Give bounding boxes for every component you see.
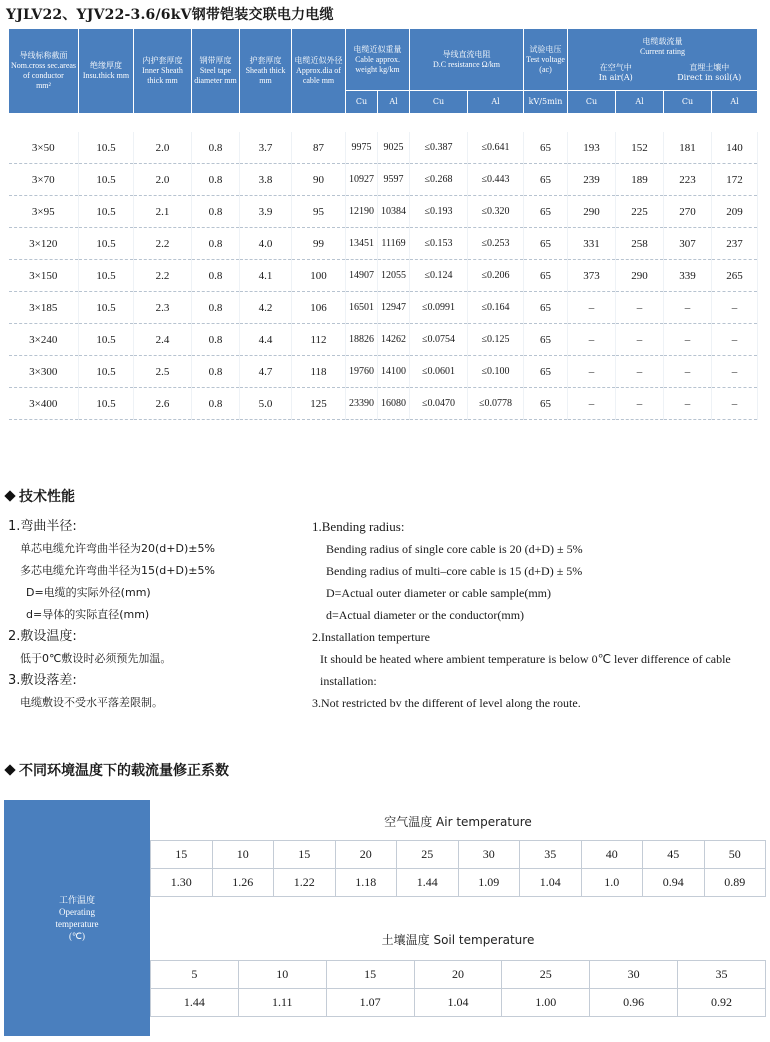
- grid-cell: 1.11: [238, 989, 326, 1017]
- grid-cell: 1.04: [520, 869, 582, 897]
- table-cell: 307: [664, 228, 712, 260]
- table-cell: 339: [664, 260, 712, 292]
- header-al: Al: [378, 91, 410, 114]
- table-cell: ≤0.100: [468, 356, 524, 388]
- table-cell: 12947: [378, 292, 410, 324]
- table-cell: 3.7: [240, 132, 292, 164]
- table-row: [9, 228, 758, 260]
- table-cell: 10.5: [79, 324, 134, 356]
- table-cell: 140: [712, 132, 758, 164]
- table-cell: 65: [524, 324, 568, 356]
- tech-cn-line: 低于0℃敷设时必须预先加温。: [20, 652, 172, 665]
- table-cell: 10927: [346, 164, 378, 196]
- table-cell: –: [712, 388, 758, 420]
- table-cell: 3×185: [9, 292, 79, 324]
- grid-cell: 30: [590, 961, 678, 989]
- table-cell: 16501: [346, 292, 378, 324]
- header-cu: Cu: [410, 91, 468, 114]
- table-cell: ≤0.153: [410, 228, 468, 260]
- table-cell: 10.5: [79, 164, 134, 196]
- header-dc-resistance: 导线直流电阻 D.C resistance Ω/km: [410, 29, 524, 91]
- air-factors-row: [151, 869, 766, 897]
- grid-cell: 15: [326, 961, 414, 989]
- table-cell: 10.5: [79, 292, 134, 324]
- table-cell: 3×300: [9, 356, 79, 388]
- header-insulation: 绝缘厚度 Insu.thick mm: [79, 29, 134, 114]
- table-cell: 3.9: [240, 196, 292, 228]
- grid-cell: 1.09: [458, 869, 520, 897]
- table-cell: 87: [292, 132, 346, 164]
- grid-cell: 35: [678, 961, 766, 989]
- soil-factors-row: [151, 989, 766, 1017]
- tech-cn-line: 单芯电缆允许弯曲半径为20(d+D)±5%: [20, 542, 215, 555]
- soil-temps-row: [151, 961, 766, 989]
- table-cell: 193: [568, 132, 616, 164]
- table-cell: –: [616, 356, 664, 388]
- air-temperature-label: 空气温度 Air temperature: [384, 814, 532, 829]
- grid-cell: 5: [151, 961, 239, 989]
- header-test-voltage: 试验电压 Test voltage (ac): [524, 29, 568, 91]
- table-cell: 2.2: [134, 260, 192, 292]
- table-cell: 65: [524, 292, 568, 324]
- table-cell: –: [664, 324, 712, 356]
- header-in-soil: 直埋土壤中 Direct in soil(A): [677, 62, 742, 82]
- table-cell: 10.5: [79, 132, 134, 164]
- table-cell: 14100: [378, 356, 410, 388]
- table-cell: ≤0.0470: [410, 388, 468, 420]
- grid-cell: 1.07: [326, 989, 414, 1017]
- grid-cell: 1.22: [274, 869, 336, 897]
- header-in-air: 在空气中 In air(A): [598, 62, 633, 82]
- table-cell: 3×70: [9, 164, 79, 196]
- table-cell: 2.1: [134, 196, 192, 228]
- table-cell: 0.8: [192, 228, 240, 260]
- table-cell: 5.0: [240, 388, 292, 420]
- table-cell: 10.5: [79, 388, 134, 420]
- header-al: Al: [712, 91, 758, 114]
- table-row: [9, 292, 758, 324]
- header-inner-sheath: 内护套厚度 Inner Sheath thick mm: [134, 29, 192, 114]
- tech-text-en: [312, 516, 762, 714]
- table-cell: ≤0.0601: [410, 356, 468, 388]
- table-cell: 65: [524, 356, 568, 388]
- table-row: [9, 132, 758, 164]
- table-cell: –: [712, 292, 758, 324]
- table-cell: 4.4: [240, 324, 292, 356]
- table-cell: 13451: [346, 228, 378, 260]
- table-cell: ≤0.164: [468, 292, 524, 324]
- table-row: [9, 324, 758, 356]
- grid-cell: 30: [458, 841, 520, 869]
- tech-en-line: D=Actual outer diameter or cable sample(mm): [326, 586, 552, 600]
- air-temps-row: [151, 841, 766, 869]
- table-cell: 152: [616, 132, 664, 164]
- table-cell: 0.8: [192, 132, 240, 164]
- table-cell: 270: [664, 196, 712, 228]
- table-cell: 4.1: [240, 260, 292, 292]
- table-cell: 23390: [346, 388, 378, 420]
- grid-cell: 0.89: [704, 869, 766, 897]
- grid-cell: 1.04: [414, 989, 502, 1017]
- table-row: [9, 164, 758, 196]
- table-cell: –: [712, 356, 758, 388]
- table-cell: 19760: [346, 356, 378, 388]
- table-cell: 331: [568, 228, 616, 260]
- table-cell: 95: [292, 196, 346, 228]
- header-weight: 电缆近似重量 Cable approx. weight kg/km: [346, 29, 410, 91]
- table-cell: ≤0.124: [410, 260, 468, 292]
- table-cell: ≤0.641: [468, 132, 524, 164]
- grid-cell: 40: [581, 841, 643, 869]
- table-cell: 10384: [378, 196, 410, 228]
- table-cell: –: [568, 388, 616, 420]
- tech-en-line: It should be heated where ambient temperature is below 0℃ lever difference of cable installation:: [320, 652, 731, 688]
- table-cell: –: [616, 292, 664, 324]
- table-cell: ≤0.125: [468, 324, 524, 356]
- header-al: Al: [616, 91, 664, 114]
- side-label-line: Operating: [59, 907, 95, 917]
- tech-en-line: Bending radius of multi–core cable is 15 (d+D) ± 5%: [326, 564, 583, 578]
- table-cell: 373: [568, 260, 616, 292]
- table-cell: 14907: [346, 260, 378, 292]
- table-cell: –: [664, 292, 712, 324]
- table-cell: ≤0.0754: [410, 324, 468, 356]
- grid-cell: 25: [502, 961, 590, 989]
- table-cell: 12055: [378, 260, 410, 292]
- table-cell: 181: [664, 132, 712, 164]
- table-cell: ≤0.193: [410, 196, 468, 228]
- tech-heading: 技术性能: [4, 486, 75, 506]
- side-label-line: 工作温度: [58, 895, 95, 905]
- table-cell: 125: [292, 388, 346, 420]
- table-cell: ≤0.443: [468, 164, 524, 196]
- table-cell: 65: [524, 196, 568, 228]
- side-label-line: (℃): [68, 931, 86, 941]
- tech-en-line: 2.Installation temperture: [312, 630, 430, 644]
- grid-cell: 1.18: [335, 869, 397, 897]
- table-cell: 14262: [378, 324, 410, 356]
- table-cell: 239: [568, 164, 616, 196]
- table-cell: ≤0.253: [468, 228, 524, 260]
- tech-cn-line: 1.弯曲半径:: [8, 519, 77, 534]
- header-cu: Cu: [568, 91, 616, 114]
- tech-en-line: 1.Bending radius:: [312, 519, 405, 534]
- grid-cell: 1.44: [151, 989, 239, 1017]
- table-cell: –: [664, 356, 712, 388]
- table-row: [9, 196, 758, 228]
- header-al: Al: [468, 91, 524, 114]
- table-cell: –: [664, 388, 712, 420]
- table-cell: 4.2: [240, 292, 292, 324]
- table-cell: 2.0: [134, 164, 192, 196]
- table-cell: 12190: [346, 196, 378, 228]
- table-cell: 3×50: [9, 132, 79, 164]
- table-cell: 65: [524, 164, 568, 196]
- table-cell: –: [568, 292, 616, 324]
- table-cell: 10.5: [79, 196, 134, 228]
- table-cell: 65: [524, 260, 568, 292]
- table-cell: 18826: [346, 324, 378, 356]
- header-kv: kV/5min: [524, 91, 568, 114]
- grid-cell: 1.30: [151, 869, 213, 897]
- tech-text-cn: [8, 516, 298, 714]
- table-cell: 90: [292, 164, 346, 196]
- table-cell: 258: [616, 228, 664, 260]
- table-cell: 189: [616, 164, 664, 196]
- table-cell: 2.5: [134, 356, 192, 388]
- table-cell: 290: [568, 196, 616, 228]
- table-cell: ≤0.320: [468, 196, 524, 228]
- grid-cell: 50: [704, 841, 766, 869]
- table-cell: 4.0: [240, 228, 292, 260]
- header-cu: Cu: [664, 91, 712, 114]
- table-cell: –: [568, 356, 616, 388]
- table-cell: 2.2: [134, 228, 192, 260]
- table-cell: 3×240: [9, 324, 79, 356]
- correction-heading: 不同环境温度下的载流量修正系数: [4, 760, 229, 780]
- header-cross-section: 导线标称截面 Nom.cross sec.areas of conductor mm²: [9, 29, 79, 114]
- grid-cell: 0.96: [590, 989, 678, 1017]
- spec-table: [8, 28, 758, 420]
- table-row: [9, 356, 758, 388]
- tech-cn-line: d=导体的实际直径(mm): [26, 608, 150, 621]
- table-cell: 2.0: [134, 132, 192, 164]
- operating-temperature-label: [4, 800, 150, 1036]
- table-cell: ≤0.268: [410, 164, 468, 196]
- table-cell: 225: [616, 196, 664, 228]
- table-cell: 118: [292, 356, 346, 388]
- tech-cn-line: 2.敷设温度:: [8, 629, 77, 644]
- table-cell: 112: [292, 324, 346, 356]
- table-cell: 172: [712, 164, 758, 196]
- table-cell: 0.8: [192, 260, 240, 292]
- table-cell: –: [712, 324, 758, 356]
- header-cu: Cu: [346, 91, 378, 114]
- tech-en-line: d=Actual diameter or the conductor(mm): [326, 608, 525, 622]
- grid-cell: 15: [151, 841, 213, 869]
- grid-cell: 1.26: [212, 869, 274, 897]
- table-cell: 0.8: [192, 324, 240, 356]
- table-cell: 10.5: [79, 260, 134, 292]
- table-cell: 10.5: [79, 356, 134, 388]
- table-cell: –: [616, 388, 664, 420]
- table-cell: 10.5: [79, 228, 134, 260]
- table-row: [9, 260, 758, 292]
- table-cell: ≤0.0991: [410, 292, 468, 324]
- table-cell: 65: [524, 228, 568, 260]
- table-cell: 11169: [378, 228, 410, 260]
- diamond-icon: [4, 764, 15, 775]
- table-cell: 16080: [378, 388, 410, 420]
- grid-cell: 1.00: [502, 989, 590, 1017]
- page-title: YJLV22、YJV22-3.6/6kV钢带铠装交联电力电缆: [6, 7, 334, 23]
- table-cell: 65: [524, 132, 568, 164]
- tech-en-line: 3.Not restricted bv the different of level along the route.: [312, 696, 581, 710]
- table-cell: 223: [664, 164, 712, 196]
- table-cell: ≤0.0778: [468, 388, 524, 420]
- table-cell: 0.8: [192, 292, 240, 324]
- grid-cell: 20: [414, 961, 502, 989]
- grid-cell: 15: [274, 841, 336, 869]
- diamond-icon: [4, 490, 15, 501]
- grid-cell: 35: [520, 841, 582, 869]
- table-cell: 9975: [346, 132, 378, 164]
- side-label-line: temperature: [55, 919, 99, 929]
- table-cell: 237: [712, 228, 758, 260]
- grid-cell: 10: [238, 961, 326, 989]
- table-cell: 9597: [378, 164, 410, 196]
- tech-cn-line: 电缆敷设不受水平落差限制。: [20, 696, 163, 709]
- table-cell: 3×150: [9, 260, 79, 292]
- table-cell: 2.4: [134, 324, 192, 356]
- table-row: [9, 388, 758, 420]
- grid-cell: 45: [643, 841, 705, 869]
- table-cell: 0.8: [192, 164, 240, 196]
- tech-cn-line: 多芯电缆允许弯曲半径为15(d+D)±5%: [20, 564, 215, 577]
- grid-cell: 20: [335, 841, 397, 869]
- grid-cell: 0.94: [643, 869, 705, 897]
- soil-correction-table: [150, 960, 766, 1017]
- table-cell: 4.7: [240, 356, 292, 388]
- table-cell: 0.8: [192, 196, 240, 228]
- table-cell: 0.8: [192, 388, 240, 420]
- table-cell: –: [568, 324, 616, 356]
- soil-temperature-label: 土壤温度 Soil temperature: [381, 932, 535, 947]
- tech-en-line: Bending radius of single core cable is 20 (d+D) ± 5%: [326, 542, 583, 556]
- table-cell: 2.6: [134, 388, 192, 420]
- grid-cell: 0.92: [678, 989, 766, 1017]
- spec-table-body: [9, 114, 758, 420]
- table-cell: 3×400: [9, 388, 79, 420]
- air-correction-table: [150, 840, 766, 897]
- header-approx-dia: 电缆近似外径 Approx.dia of cable mm: [292, 29, 346, 114]
- header-current-rating: 电缆载流量 Current rating 在空气中 In air(A) 直埋土壤中 Direct in soil(A): [568, 29, 758, 91]
- grid-cell: 10: [212, 841, 274, 869]
- table-cell: –: [616, 324, 664, 356]
- table-cell: 9025: [378, 132, 410, 164]
- table-cell: 0.8: [192, 356, 240, 388]
- table-cell: 3×95: [9, 196, 79, 228]
- grid-cell: 1.44: [397, 869, 459, 897]
- table-cell: 65: [524, 388, 568, 420]
- tech-cn-line: 3.敷设落差:: [8, 673, 77, 688]
- table-cell: 99: [292, 228, 346, 260]
- header-sheath: 护套厚度 Sheath thick mm: [240, 29, 292, 114]
- tech-cn-line: D=电缆的实际外径(mm): [26, 586, 151, 599]
- table-cell: 265: [712, 260, 758, 292]
- table-cell: ≤0.206: [468, 260, 524, 292]
- header-steel-tape: 钢带厚度 Steel tape diameter mm: [192, 29, 240, 114]
- table-cell: 290: [616, 260, 664, 292]
- table-cell: 106: [292, 292, 346, 324]
- table-cell: 209: [712, 196, 758, 228]
- table-cell: 3.8: [240, 164, 292, 196]
- table-cell: 2.3: [134, 292, 192, 324]
- table-cell: 100: [292, 260, 346, 292]
- grid-cell: 1.0: [581, 869, 643, 897]
- table-cell: 3×120: [9, 228, 79, 260]
- grid-cell: 25: [397, 841, 459, 869]
- table-cell: ≤0.387: [410, 132, 468, 164]
